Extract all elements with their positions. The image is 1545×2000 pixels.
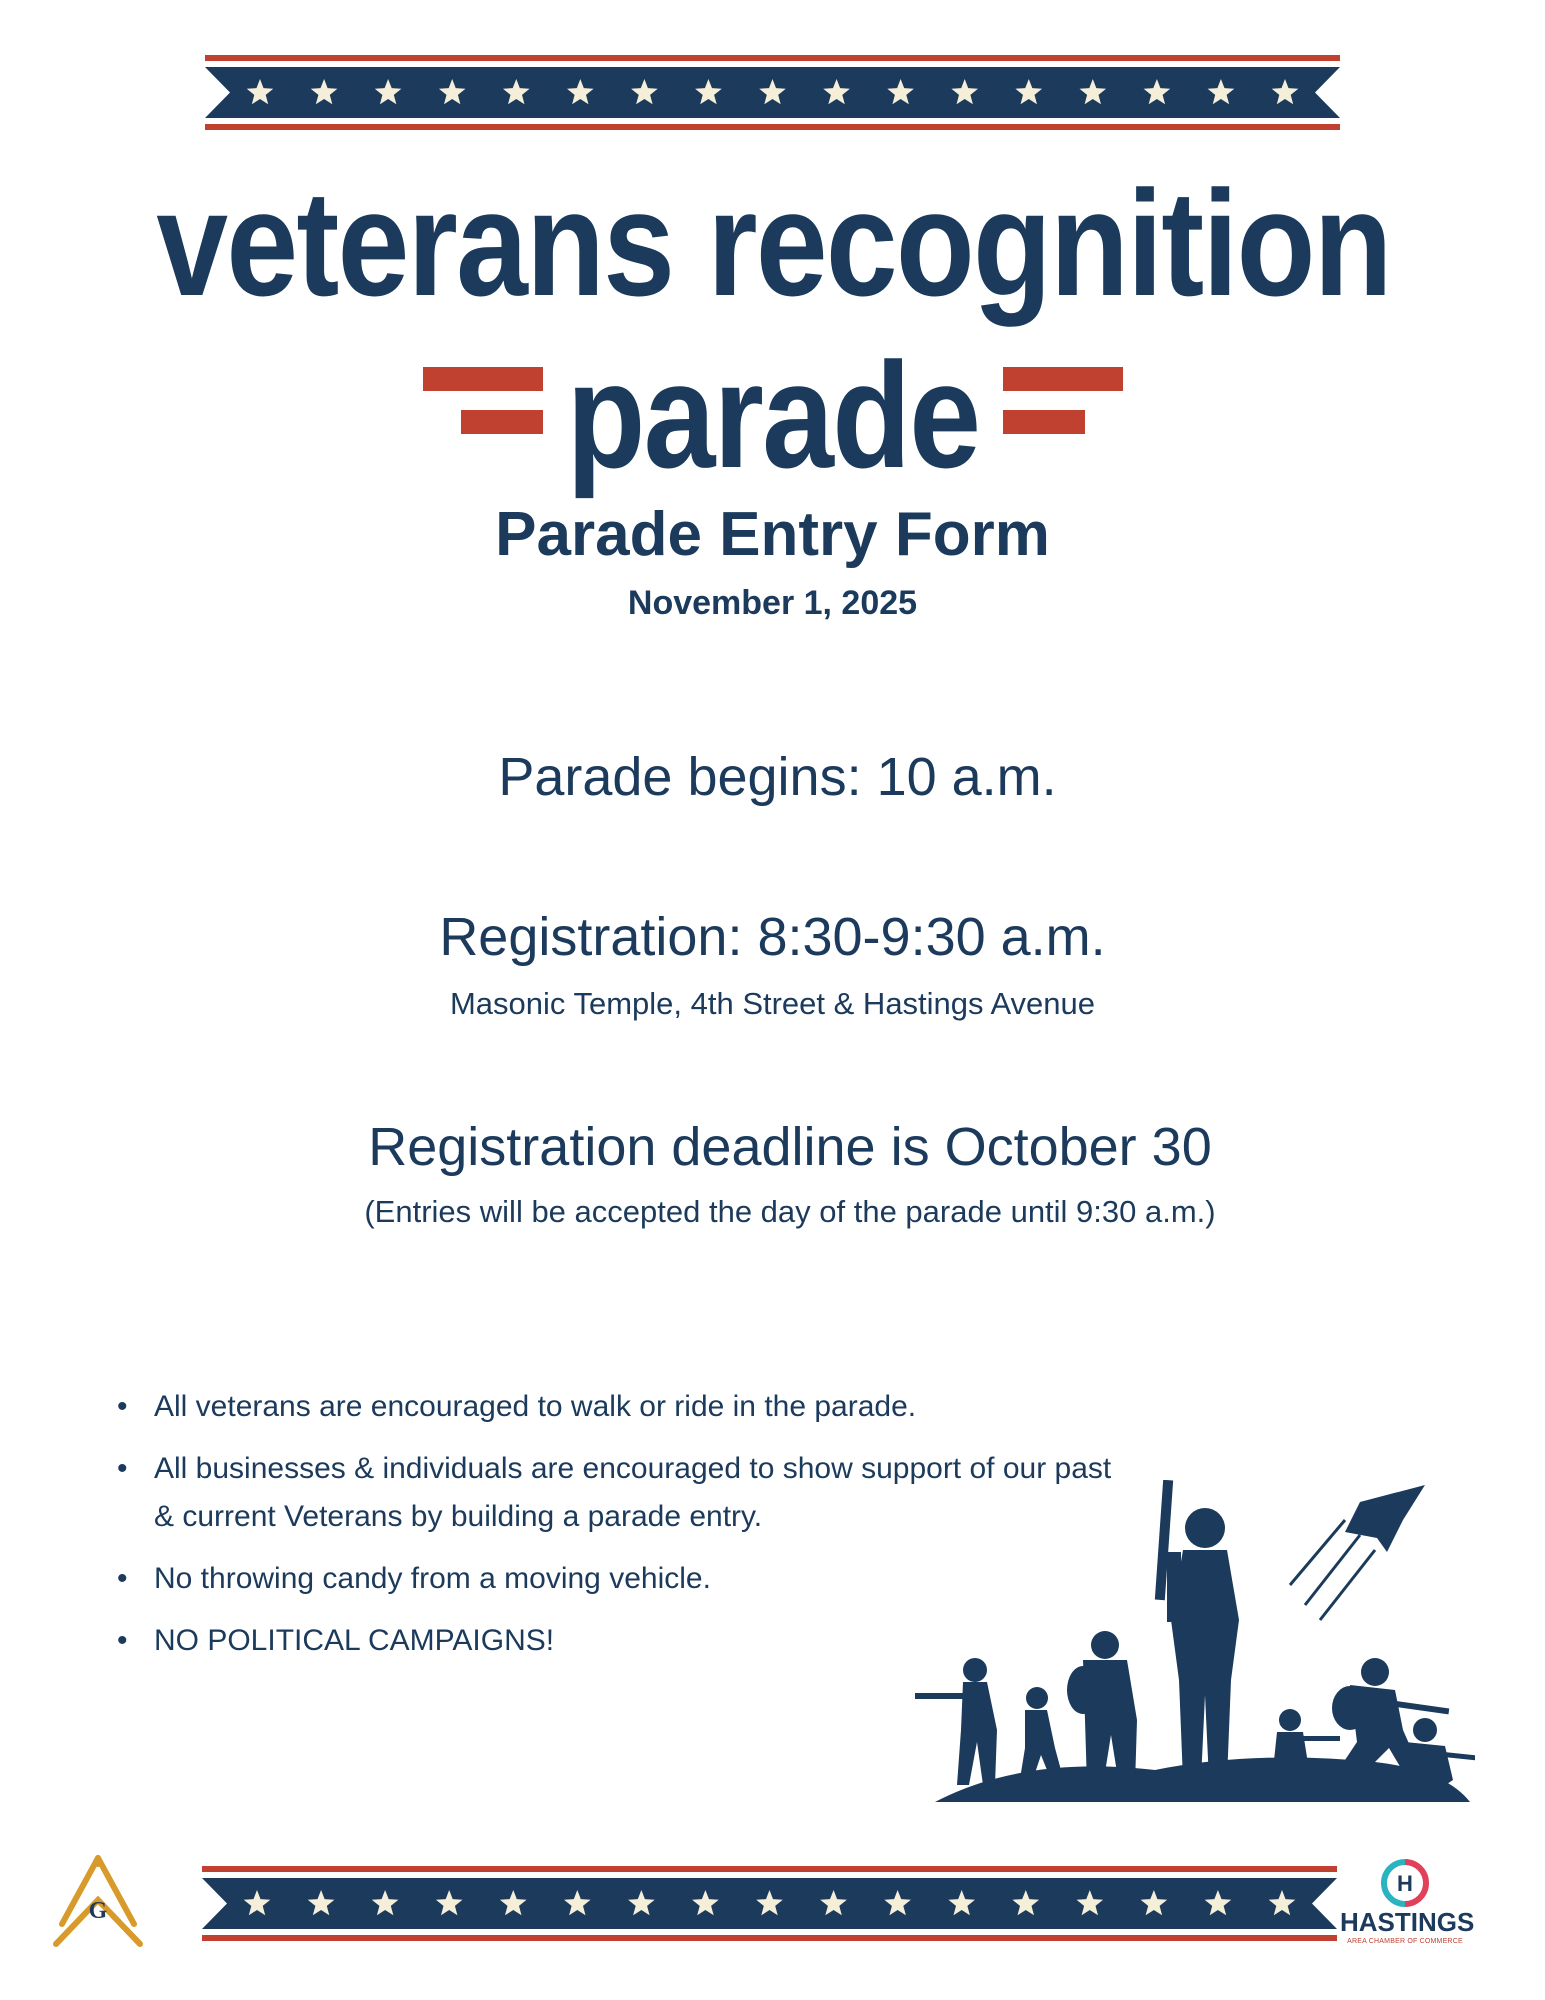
masonic-square-compass-logo	[48, 1852, 148, 1952]
form-title: Parade Entry Form	[495, 500, 1050, 569]
rule-item: • No throwing candy from a moving vehicle.	[112, 1555, 1112, 1603]
registration-location: Masonic Temple, 4th Street & Hastings Avenue	[449, 986, 1096, 1021]
hastings-chamber-name: HASTINGS	[1340, 1907, 1475, 1937]
bottom-star-banner	[202, 1866, 1337, 1941]
top-star-banner	[205, 55, 1340, 130]
parade-start-time: Parade begins: 10 a.m.	[498, 747, 1057, 807]
hastings-chamber-icon	[1380, 1858, 1430, 1908]
left-stripe-bottom	[461, 410, 543, 434]
rule-item: • NO POLITICAL CAMPAIGNS!	[112, 1617, 1112, 1665]
soldiers-silhouette-illustration	[905, 1480, 1475, 1810]
right-stripe-top	[1003, 367, 1123, 391]
title-line-1: veterans recognition	[156, 159, 1391, 327]
registration-deadline: Registration deadline is October 30	[368, 1117, 1212, 1177]
right-stripe-bottom	[1003, 410, 1085, 434]
title-line-2: parade	[566, 331, 979, 499]
title-line-2-group	[0, 331, 1545, 499]
left-stripe-top	[423, 367, 543, 391]
rule-item: • All veterans are encouraged to walk or ride in the parade.	[112, 1383, 1112, 1431]
event-date: November 1, 2025	[627, 584, 918, 622]
hastings-chamber-subtitle: AREA CHAMBER OF COMMERCE	[1347, 1938, 1463, 1945]
deadline-note: (Entries will be accepted the day of the parade until 9:30 a.m.)	[364, 1194, 1216, 1229]
masonic-letter: G	[88, 1898, 108, 1924]
rule-item-text: All businesses & individuals are encouraged to show support of our past & current Veterans by building a parade entry.	[154, 1452, 1112, 1533]
svg-text:H: H	[1397, 1871, 1413, 1896]
registration-time: Registration: 8:30-9:30 a.m.	[439, 907, 1106, 967]
